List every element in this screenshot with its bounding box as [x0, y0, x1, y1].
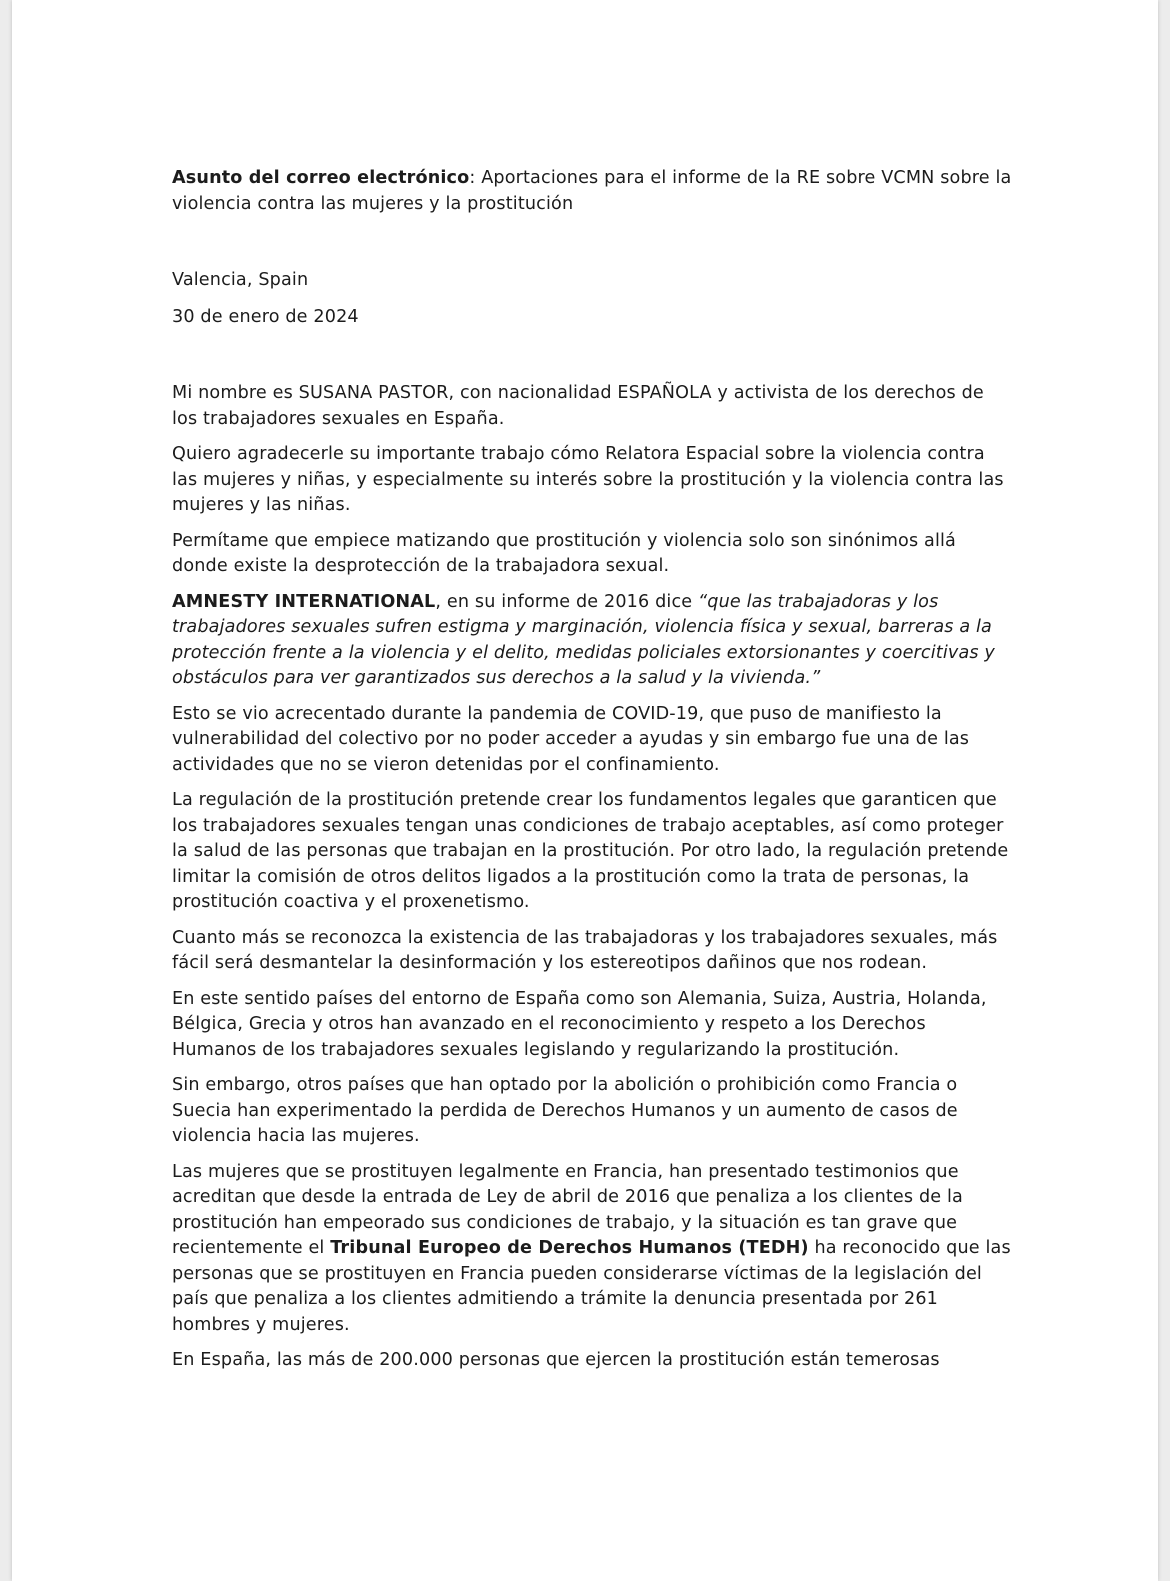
paragraph-clarification: Permítame que empiece matizando que prostitución y violencia solo son sinónimos allá donde existe la desprotección de la trabajadora sexual. — [172, 530, 956, 576]
letter-date: 30 de enero de 2024 — [172, 306, 359, 327]
paragraph-recognition: Cuanto más se reconozca la existencia de las trabajadoras y los trabajadores sexuales, más fácil será desmantelar la desinformación y los estereotipos dañinos que nos rodean. — [172, 927, 998, 973]
subject-text: : Aportaciones para el informe de la RE sobre VCMN sobre la violencia contra las mujeres y la prostitución — [172, 168, 1012, 214]
paragraph-spain: En España, las más de 200.000 personas que ejercen la prostitución están temerosas — [172, 1350, 940, 1370]
letter-place: Valencia, Spain — [172, 270, 309, 290]
document-page — [12, 0, 1158, 1581]
document-body — [172, 166, 1012, 1384]
paragraph-france — [172, 1160, 1012, 1339]
tedh-org-name: Tribunal Europeo de Derechos Humanos (TEDH) — [330, 1238, 809, 1258]
paragraph-gratitude: Quiero agradecerle su importante trabajo cómo Relatora Espacial sobre la violencia contra las mujeres y niñas, y especialmente su interés sobre la prostitución y la violencia contra las mujeres y las niñas. — [172, 444, 1004, 515]
subject-label: Asunto del correo electrónico — [172, 168, 470, 188]
paragraph-introduction: Mi nombre es SUSANA PASTOR, con nacionalidad ESPAÑOLA y activista de los derechos de los trabajadores sexuales en España. — [172, 383, 984, 429]
paragraph-amnesty — [172, 590, 1012, 692]
paragraph-abolition: Sin embargo, otros países que han optado por la abolición o prohibición como Francia o Suecia han experimentado la perdida de Derechos Humanos y un aumento de casos de violencia hacia las mujeres. — [172, 1075, 958, 1146]
france-text-end: ha reconocido que las personas que se prostituyen en Francia pueden considerarse víctimas de la legislación del país que penaliza a los clientes admitiendo a trámite la denuncia presentada por 261 hombres y mujeres. — [172, 1238, 1011, 1335]
amnesty-org-name: AMNESTY INTERNATIONAL — [172, 591, 436, 612]
amnesty-text: , en su informe de 2016 dice — [435, 591, 699, 612]
paragraph-covid: Esto se vio acrecentado durante la pandemia de COVID-19, que puso de manifiesto la vulnerabilidad del colectivo por no poder acceder a ayudas y sin embargo fue una de las actividades que no se vieron detenidas por el confinamiento. — [172, 703, 970, 775]
paragraph-countries: En este sentido países del entorno de España como son Alemania, Suiza, Austria, Holanda, Bélgica, Grecia y otros han avanzado en el reconocimiento y respeto a los Derechos Humanos de los trabajadores sexuales legislando y regularizando la prostitución. — [172, 988, 987, 1060]
france-text-start: Las mujeres que se prostituyen legalmente en Francia, han presentado testimonios que acreditan que desde la entrada de Ley de abril de 2016 que penaliza a los clientes de la prostitución han empeorado sus condiciones de trabajo, y la situación es tan grave que recientemente el — [172, 1161, 963, 1258]
amnesty-quote: “que las trabajadoras y los trabajadores sexuales sufren estigma y marginación, violencia física y sexual, barreras a la protección frente a la violencia y el delito, medidas policiales extorsionantes y coercitivas y obstáculos para ver garantizados sus derechos a la salud y la vivienda.” — [172, 591, 995, 688]
email-subject — [172, 166, 1012, 217]
paragraph-regulation: La regulación de la prostitución pretende crear los fundamentos legales que garanticen que los trabajadores sexuales tengan unas condiciones de trabajo aceptables, así como proteger la salud de las personas que trabajan en la prostitución. Por otro lado, la regulación pretende limitar la comisión de otros delitos ligados a la prostitución como la trata de personas, la prostitución coactiva y el proxenetismo. — [172, 790, 1009, 912]
